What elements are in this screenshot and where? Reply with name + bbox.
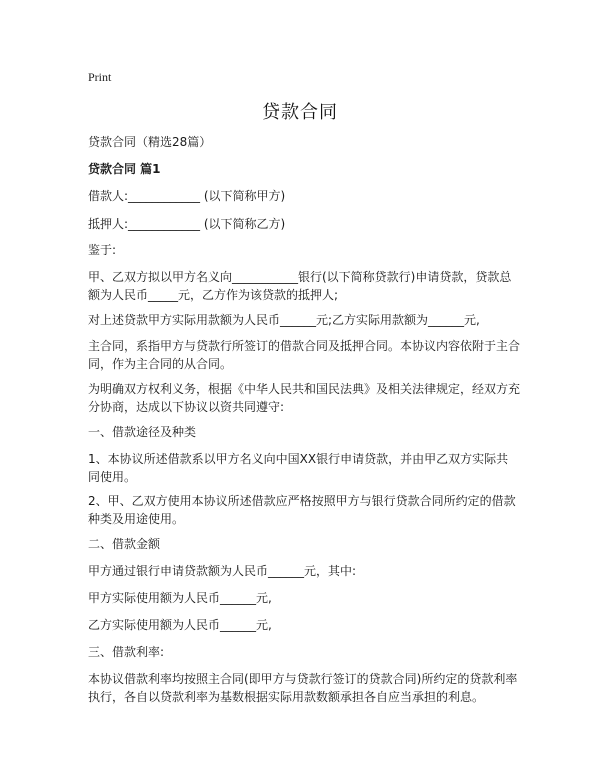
borrower-line: 借款人:____________ (以下简称甲方) — [88, 189, 286, 203]
paragraph-purpose: 为明确双方权利义务，根据《中华人民共和国民法典》及相关法律规定，经双方充分协商，达成以下协议以资共同遵守: — [88, 382, 521, 414]
paragraph-total-amount: 甲方通过银行申请贷款额为人民币______元，其中: — [88, 564, 357, 578]
paragraph-clause-1: 1、本协议所述借款系以甲方名义向中国XX银行申请贷款，并由甲乙双方实际共同使用。 — [88, 452, 509, 484]
mortgagor-line: 抵押人:____________ (以下简称乙方) — [88, 217, 286, 231]
document-title: 贷款合同 — [262, 102, 338, 123]
print-link[interactable]: Print — [88, 70, 112, 84]
heading-interest-rate: 三、借款利率: — [88, 645, 165, 659]
paragraph-main-contract: 主合同，系指甲方与贷款行所签订的借款合同及抵押合同。本协议内容依附于主合同，作为主合同的从合同。 — [88, 339, 521, 371]
paragraph-interest-rate: 本协议借款利率均按照主合同(即甲方与贷款行签订的贷款合同)所约定的贷款利率执行，各自以贷款利率为基数根据实际用款数额承担各自应当承担的利息。 — [88, 672, 518, 704]
heading-loan-amount: 二、借款金额 — [88, 537, 161, 551]
paragraph-party-a-usage: 甲方实际使用额为人民币______元, — [88, 591, 272, 605]
section-heading: 贷款合同 篇1 — [88, 162, 161, 176]
paragraph-actual-usage: 对上述贷款甲方实际用款额为人民币______元;乙方实际用款额为______元, — [88, 313, 480, 327]
heading-loan-channel: 一、借款途径及种类 — [88, 425, 197, 439]
paragraph-clause-2: 2、甲、乙双方使用本协议所述借款应严格按照甲方与银行贷款合同所约定的借款种类及用途使用。 — [88, 494, 516, 526]
whereas-line: 鉴于: — [88, 243, 117, 257]
document-subtitle: 贷款合同（精选28篇） — [88, 135, 212, 149]
paragraph-party-b-usage: 乙方实际使用额为人民币______元, — [88, 618, 272, 632]
paragraph-loan-application: 甲、乙双方拟以甲方名义向___________银行(以下简称贷款行)申请贷款，贷款总额为人民币_____元，乙方作为该贷款的抵押人; — [88, 270, 512, 302]
